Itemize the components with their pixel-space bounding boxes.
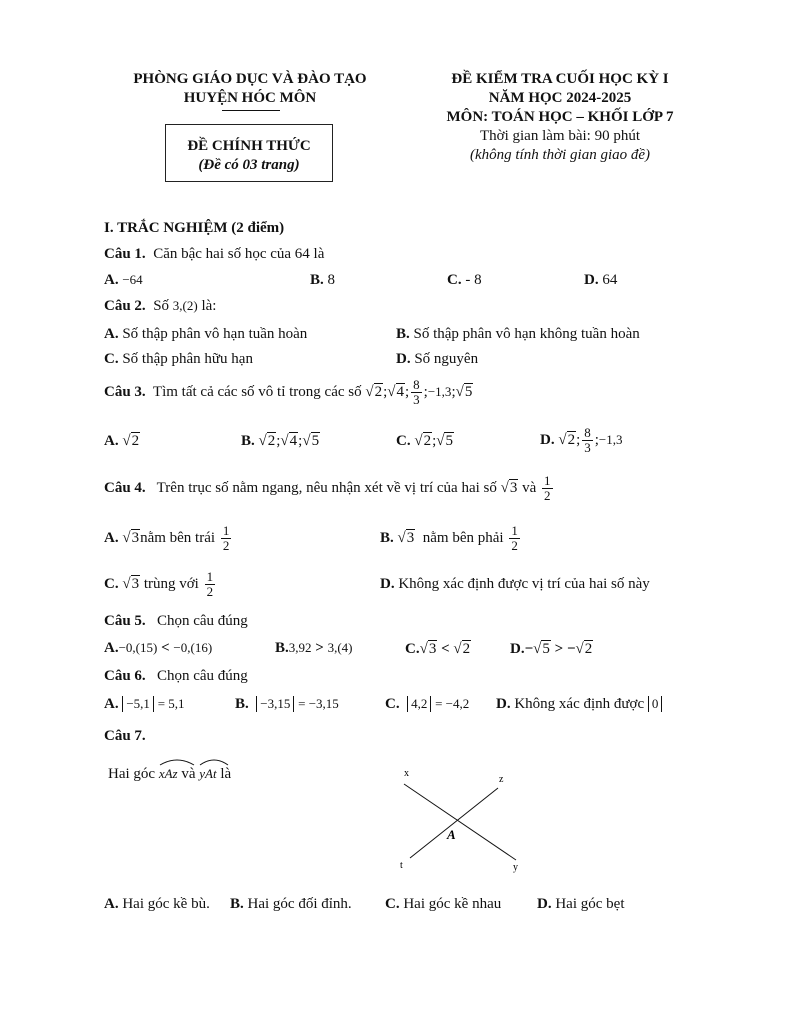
option-letter: D. [537,896,552,912]
sqrt-3: √3 [419,641,437,657]
q6-option-c[interactable] [385,696,469,713]
option-text: Số thập phân vô hạn không tuần hoàn [413,326,640,342]
district-name: HUYỆN HÓC MÔN [183,90,317,106]
duration-note: (không tính thời gian giao đề) [469,147,651,163]
question-text: Trên trục số nằm ngang, nêu nhận xét về vị trí của hai số [156,479,497,496]
option-letter: A. [104,696,119,712]
q5-option-d[interactable]: D.−√5 > −√2 [510,641,593,657]
question-number: 3,(2) [172,298,198,313]
option-left: 3,92 [288,640,312,655]
option-text: 64 [602,272,618,288]
intersecting-lines-diagram [390,764,530,874]
sqrt-2: √2 [258,433,276,449]
question-text-end: là [220,766,232,782]
option-letter: C. [385,696,400,712]
option-letter: C. [104,575,119,592]
option-letter: B. [380,529,394,546]
option-letter: A. [104,272,119,288]
sqrt-2: √2 [122,433,140,449]
label-x: x [404,768,409,779]
option-text: Không xác định được [514,696,645,712]
option-text: Hai góc kề bù. [122,896,210,912]
option-left: −0,(15) [118,640,158,655]
header-underline [222,110,280,111]
sqrt-2: √2 [414,433,432,449]
q6-option-a[interactable] [104,696,185,713]
option-letter: B. [396,326,410,342]
angle-yAt: yAt [199,764,216,782]
question-text: Số [153,298,170,314]
option-letter: D. [380,576,395,592]
label-y: y [513,862,518,873]
sqrt-2: √2 [453,641,471,657]
question-and: và [181,766,196,782]
q5-option-b[interactable]: B.3,92 > 3,(4) [275,640,353,656]
option-result: = −4,2 [435,696,470,711]
q3-option-b[interactable]: B. √2;√4;√5 [241,433,320,449]
absolute-value: −3,15 [256,696,294,712]
absolute-value: 0 [648,696,663,712]
option-text: Hai góc bẹt [555,896,625,912]
option-text: −64 [122,272,143,287]
q4-option-a[interactable] [104,524,233,553]
question-label: Câu 4. [104,479,146,496]
question-4 [104,474,555,503]
sqrt-5: √5 [533,641,550,657]
question-6 [104,668,248,685]
official-exam-box [165,124,333,182]
q2-option-c[interactable] [104,351,253,368]
question-label: Câu 1. [104,246,146,262]
option-letter: D. [496,696,511,712]
option-text: nằm bên phải [422,529,504,546]
q3-option-d[interactable]: D. √2; $\frac{8}{3}$ ;−1,3 [540,425,623,455]
option-text: Không xác định được vị trí của hai số này [398,576,650,592]
sqrt-3: √3 [122,575,140,592]
negative-number: −1,3 [598,431,623,447]
option-letter: C. [385,896,400,912]
question-label: Câu 6. [104,668,146,684]
label-z: z [499,774,504,785]
duration: Thời gian làm bài: 90 phút [480,128,640,144]
subject: MÔN: TOÁN HỌC – KHỐI LỚP 7 [446,109,674,125]
q7-option-a[interactable] [104,896,210,913]
option-letter: D. [396,351,411,367]
option-letter: D. [584,272,599,288]
option-letter: A. [104,640,119,656]
angle-xAz: xAz [159,764,178,782]
option-text: - 8 [465,272,482,288]
sqrt-3: √3 [500,479,518,496]
question-label: Câu 5. [104,613,146,629]
header-left [100,70,400,108]
label-t: t [400,860,403,871]
q1-option-d[interactable] [584,272,617,289]
question-text: Tìm tất cả các số vô tỉ trong các số [152,383,362,400]
fraction-1-2: $\frac{1}{2}$ [222,523,230,553]
absolute-value: 4,2 [407,696,431,712]
section-title: I. TRẮC NGHIỆM (2 điểm) [104,220,285,236]
school-year: NĂM HỌC 2024-2025 [488,90,632,106]
header-right [420,70,700,165]
absolute-value: −5,1 [122,696,154,712]
q4-option-c[interactable] [104,570,217,599]
sqrt-2: √2 [558,431,576,448]
option-text: nằm bên trái [140,529,216,546]
option-letter: B. [310,272,324,288]
q3-option-c[interactable]: C. √2;√5 [396,433,453,449]
option-letter: B. [235,696,249,712]
q1-option-a[interactable] [104,272,143,289]
q6-option-b[interactable] [235,696,339,713]
page-count-label: (Đề có 03 trang) [198,157,300,173]
q2-option-b[interactable] [396,326,640,343]
option-letter: B. [241,433,255,449]
sqrt-2: √2 [575,641,593,657]
option-letter: A. [104,326,119,342]
q5-option-a[interactable]: A.−0,(15) < −0,(16) [104,640,213,656]
line-zt [410,788,498,858]
question-5 [104,613,248,630]
option-text: Số thập phân hữu hạn [122,351,253,367]
fraction-8-3: $\frac{8}{3}$ [413,377,420,407]
sqrt-5: √5 [455,383,473,400]
sqrt-4: √4 [387,383,404,400]
department-name: PHÒNG GIÁO DỤC VÀ ĐÀO TẠO [133,71,367,87]
option-letter: D. [510,641,525,657]
question-text: Hai góc [108,766,156,782]
label-A: A [447,827,456,842]
q3-option-a[interactable] [104,432,140,450]
sqrt-5: √5 [436,433,453,449]
official-label: ĐỀ CHÍNH THỨC [187,138,311,154]
question-3: Câu 3. Tìm tất cả các số vô tỉ trong các số √2;√4; $\frac{8}{3}$ ;−1,3;√5 [104,377,473,407]
q2-option-a[interactable] [104,326,307,343]
fraction-1-2: $\frac{1}{2}$ [206,569,214,599]
option-letter: A. [104,529,119,546]
sqrt-4: √4 [280,433,298,449]
question-label: Câu 3. [104,383,146,400]
question-text: Chọn câu đúng [156,613,248,629]
option-text: Hai góc kề nhau [403,896,502,912]
option-letter: A. [104,896,119,912]
option-result: = −3,15 [298,696,339,711]
q4-option-b[interactable] [380,524,522,553]
exam-title: ĐỀ KIỂM TRA CUỐI HỌC KỲ I [451,71,669,87]
sqrt-5: √5 [302,433,320,449]
option-letter: B. [275,640,289,656]
negative-number: −1,3 [427,383,452,399]
q1-option-b[interactable] [310,272,335,289]
question-7-text [108,764,231,783]
question-2 [104,298,216,315]
q4-option-d[interactable] [380,576,650,593]
q7-option-d[interactable] [537,896,624,913]
option-letter: C. [405,641,420,657]
q7-option-c[interactable] [385,896,501,913]
question-and: và [522,479,537,496]
option-letter: C. [447,272,462,288]
option-letter: D. [540,431,555,448]
option-letter: B. [230,896,244,912]
sqrt-2: √2 [365,383,383,400]
question-text-end: là: [201,298,217,314]
fraction-1-2: $\frac{1}{2}$ [544,473,551,503]
q5-option-c[interactable]: C.√3 < √2 [405,641,471,657]
option-letter: A. [104,433,119,449]
question-text: Căn bậc hai số học của 64 là [153,246,325,262]
sqrt-3: √3 [397,529,415,546]
option-text: Hai góc đối đỉnh. [247,896,352,912]
option-text: trùng với [143,575,199,592]
sqrt-3: √3 [122,529,140,546]
option-right: 3,(4) [327,640,353,655]
fraction-8-3: $\frac{8}{3}$ [584,425,591,455]
q7-option-b[interactable] [230,896,352,913]
option-right: −0,(16) [173,640,213,655]
option-text: Số thập phân vô hạn tuần hoàn [122,326,308,342]
fraction-1-2: $\frac{1}{2}$ [511,523,518,553]
question-label: Câu 2. [104,298,146,314]
line-xy [404,784,516,860]
option-text: Số nguyên [414,351,479,367]
option-letter: C. [396,433,411,449]
q6-option-d[interactable] [496,696,662,713]
question-1 [104,246,324,263]
option-letter: C. [104,351,119,367]
q2-option-d[interactable] [396,351,478,368]
option-result: = 5,1 [157,696,185,711]
q1-option-c[interactable] [447,272,482,289]
question-7-label: Câu 7. [104,728,146,744]
question-text: Chọn câu đúng [156,668,248,684]
option-text: 8 [327,272,336,288]
